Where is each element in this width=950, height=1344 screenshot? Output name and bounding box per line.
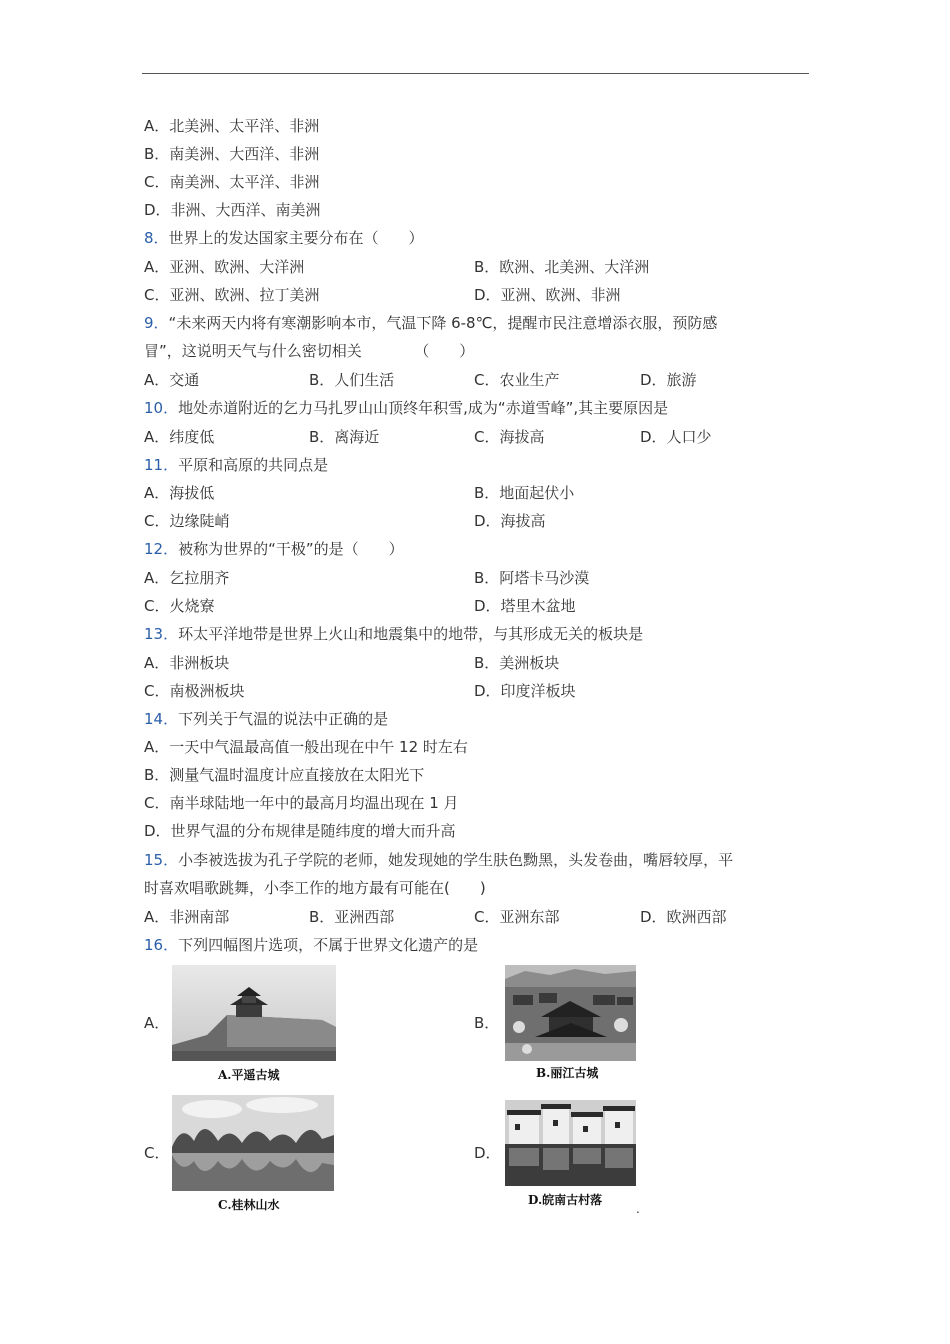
q15-option-b: B．亚洲西部 [309, 908, 395, 926]
q10-option-a: A．纬度低 [144, 428, 215, 446]
q16-option-d-label: D． [474, 1144, 501, 1162]
guilin-photo [172, 1095, 334, 1191]
q12-option-c: C．火烧寮 [144, 597, 215, 615]
q14-option-d: D．世界气温的分布规律是随纬度的增大而升高 [144, 822, 456, 840]
q9-text-2: 冒”，这说明天气与什么密切相关 （ ） [144, 342, 475, 360]
q14-option-a: A．一天中气温最高值一般出现在中午 12 时左右 [144, 738, 468, 756]
q15-number: 15． [144, 851, 179, 869]
q10-option-b: B．离海近 [309, 428, 380, 446]
pingyao-photo [172, 965, 336, 1061]
caption-guilin: C.桂林山水 [218, 1198, 280, 1212]
q9-option-a: A．交通 [144, 371, 200, 389]
q12-text: 被称为世界的“干极”的是（ ） [178, 540, 404, 558]
caption-lijiang: B.丽江古城 [536, 1066, 599, 1080]
caption-pingyao: A.平遥古城 [218, 1068, 280, 1082]
q14-stem [144, 709, 388, 729]
q10-text: 地处赤道附近的乞力马扎罗山山顶终年积雪,成为“赤道雪峰”,其主要原因是 [178, 399, 669, 417]
q16-stem [144, 935, 478, 955]
q14-option-c: C．南半球陆地一年中的最高月均温出现在 1 月 [144, 794, 459, 812]
q13-option-b: B．美洲板块 [474, 654, 560, 672]
q7-option-b: B．南美洲、大西洋、非洲 [144, 145, 320, 163]
q7-option-c: C．南美洲、太平洋、非洲 [144, 173, 320, 191]
q8-number: 8． [144, 229, 169, 247]
q15-option-d: D．欧洲西部 [640, 908, 727, 926]
q13-option-c: C．南极洲板块 [144, 682, 245, 700]
q14-number: 14． [144, 710, 179, 728]
q8-stem [144, 228, 424, 248]
q12-stem [144, 539, 404, 559]
q15-stem [144, 850, 733, 870]
q8-option-d: D．亚洲、欧洲、非洲 [474, 286, 621, 304]
lijiang-photo [505, 965, 636, 1061]
q10-stem [144, 398, 668, 418]
q14-option-b: B．测量气温时温度计应直接放在太阳光下 [144, 766, 425, 784]
q11-option-a: A．海拔低 [144, 484, 215, 502]
q10-number: 10． [144, 399, 179, 417]
q15-text-1: 小李被选拔为孔子学院的老师，她发现她的学生肤色黝黑，头发卷曲，嘴唇较厚，平 [178, 851, 734, 869]
q14-text: 下列关于气温的说法中正确的是 [178, 710, 389, 728]
q16-option-c-label: C． [144, 1144, 170, 1162]
q12-option-d: D．塔里木盆地 [474, 597, 576, 615]
q11-text: 平原和高原的共同点是 [178, 456, 329, 474]
q7-option-d: D．非洲、大西洋、南美洲 [144, 201, 321, 219]
q10-option-c: C．海拔高 [474, 428, 545, 446]
q12-number: 12． [144, 540, 179, 558]
q8-option-a: A．亚洲、欧洲、大洋洲 [144, 258, 305, 276]
q13-stem [144, 624, 643, 644]
q13-option-d: D．印度洋板块 [474, 682, 576, 700]
q15-option-a: A．非洲南部 [144, 908, 230, 926]
q16-text: 下列四幅图片选项，不属于世界文化遗产的是 [178, 936, 479, 954]
caption-wannan: D.皖南古村落 [528, 1193, 603, 1207]
q11-option-d: D．海拔高 [474, 512, 546, 530]
q7-option-a: A．北美洲、太平洋、非洲 [144, 117, 320, 135]
q13-text: 环太平洋地带是世界上火山和地震集中的地带，与其形成无关的板块是 [178, 625, 644, 643]
q13-number: 13． [144, 625, 179, 643]
header-rule [142, 73, 809, 74]
q9-option-c: C．农业生产 [474, 371, 560, 389]
q16-option-a-label: A． [144, 1014, 170, 1032]
q9-option-d: D．旅游 [640, 371, 697, 389]
q15-text-2: 时喜欢唱歌跳舞，小李工作的地方最有可能在( ) [144, 879, 486, 897]
q9-stem [144, 313, 717, 333]
q8-option-c: C．亚洲、欧洲、拉丁美洲 [144, 286, 320, 304]
q11-option-c: C．边缘陡峭 [144, 512, 230, 530]
trailing-period: . [636, 1202, 640, 1216]
q9-option-b: B．人们生活 [309, 371, 395, 389]
q12-option-a: A．乞拉朋齐 [144, 569, 230, 587]
q10-option-d: D．人口少 [640, 428, 712, 446]
wannan-photo [505, 1100, 636, 1186]
q11-number: 11． [144, 456, 179, 474]
q9-text-1: “未来两天内将有寒潮影响本市，气温下降 6-8℃，提醒市民注意增添衣服，预防感 [168, 314, 718, 332]
q8-option-b: B．欧洲、北美洲、大洋洲 [474, 258, 650, 276]
q16-number: 16． [144, 936, 179, 954]
q11-stem [144, 455, 328, 475]
q16-option-b-label: B． [474, 1014, 500, 1032]
q15-option-c: C．亚洲东部 [474, 908, 560, 926]
q11-option-b: B．地面起伏小 [474, 484, 575, 502]
q13-option-a: A．非洲板块 [144, 654, 230, 672]
q9-number: 9． [144, 314, 169, 332]
q8-text: 世界上的发达国家主要分布在（ ） [168, 229, 424, 247]
q12-option-b: B．阿塔卡马沙漠 [474, 569, 590, 587]
